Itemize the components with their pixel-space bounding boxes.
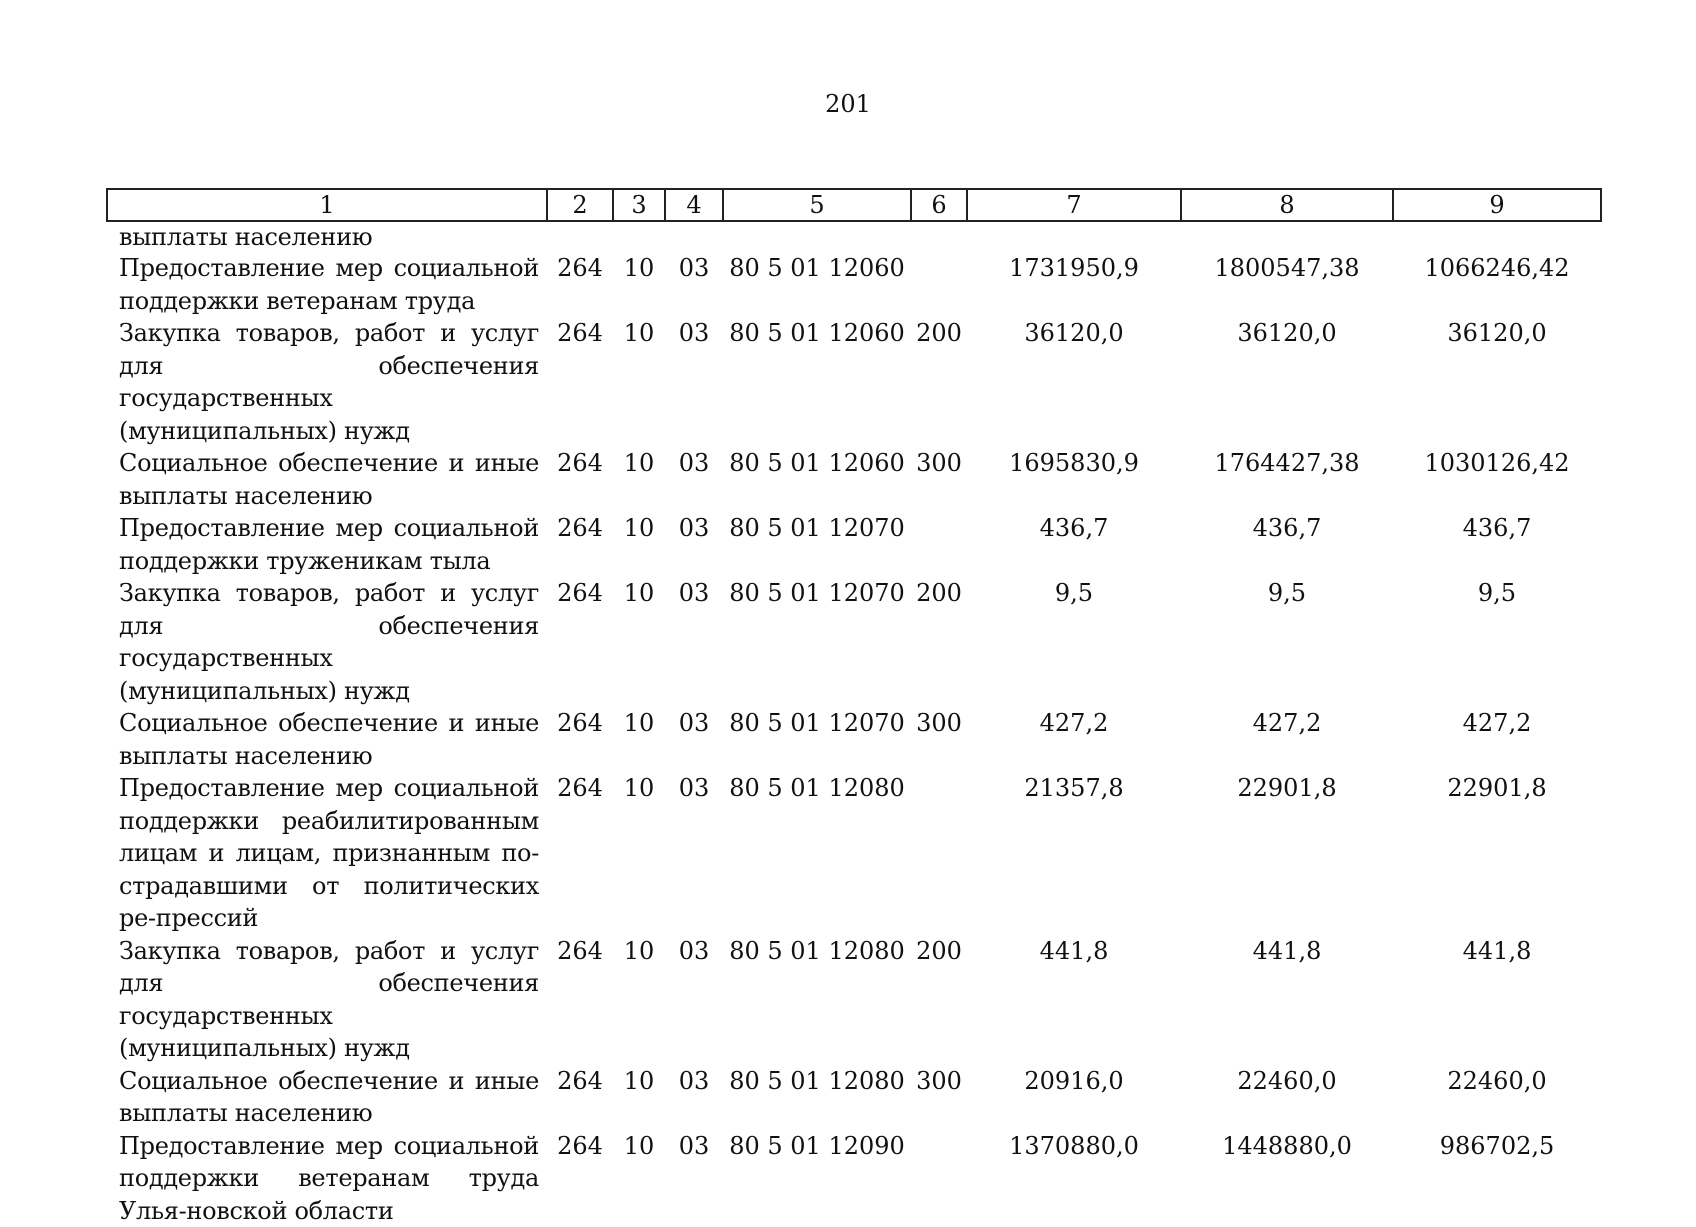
row-col-9: 1066246,42 <box>1393 252 1601 317</box>
row-col-4: 03 <box>665 935 723 1065</box>
header-col-1: 1 <box>107 189 547 221</box>
row-col-8: 22460,0 <box>1181 1065 1393 1130</box>
row-col-3: 10 <box>613 935 665 1065</box>
budget-table <box>106 188 1602 1227</box>
table-row <box>107 707 1601 772</box>
row-col-8: 436,7 <box>1181 512 1393 577</box>
table-row <box>107 512 1601 577</box>
row-col-5: 80 5 01 12080 <box>723 935 911 1065</box>
row-col-7: 9,5 <box>967 577 1181 707</box>
row-col-4: 03 <box>665 1065 723 1130</box>
row-col-6: 200 <box>911 577 967 707</box>
row-col-2: 264 <box>547 512 613 577</box>
row-col-3: 10 <box>613 512 665 577</box>
table-row <box>107 935 1601 1065</box>
row-col-6: 200 <box>911 935 967 1065</box>
row-col-4: 03 <box>665 512 723 577</box>
row-col-9: 441,8 <box>1393 935 1601 1065</box>
table-header <box>107 189 1601 221</box>
row-col-2: 264 <box>547 772 613 935</box>
table-body <box>107 221 1601 1227</box>
row-col-5: 80 5 01 12070 <box>723 707 911 772</box>
row-col-8: 9,5 <box>1181 577 1393 707</box>
table-row <box>107 317 1601 447</box>
row-col-6 <box>911 512 967 577</box>
row-col-8: 1764427,38 <box>1181 447 1393 512</box>
row-col-4: 03 <box>665 317 723 447</box>
row-col-4: 03 <box>665 707 723 772</box>
row-col-2: 264 <box>547 252 613 317</box>
row-col-5: 80 5 01 12060 <box>723 447 911 512</box>
row-col-9: 36120,0 <box>1393 317 1601 447</box>
row-col-6: 300 <box>911 707 967 772</box>
row-col-4: 03 <box>665 252 723 317</box>
row-col-7: 1731950,9 <box>967 252 1181 317</box>
row-col-5: 80 5 01 12070 <box>723 512 911 577</box>
table-row <box>107 1130 1601 1227</box>
continuation-row <box>107 221 1601 252</box>
row-col-5: 80 5 01 12070 <box>723 577 911 707</box>
row-col-8: 427,2 <box>1181 707 1393 772</box>
row-col-7: 1695830,9 <box>967 447 1181 512</box>
row-col-9: 986702,5 <box>1393 1130 1601 1227</box>
row-col-3: 10 <box>613 317 665 447</box>
header-col-3: 3 <box>613 189 665 221</box>
row-col-9: 22460,0 <box>1393 1065 1601 1130</box>
row-name: Предоставление мер социальной поддержки труженикам тыла <box>107 512 547 577</box>
table-row <box>107 577 1601 707</box>
row-col-6: 300 <box>911 447 967 512</box>
header-col-6: 6 <box>911 189 967 221</box>
row-name: Социальное обеспечение и иные выплаты населению <box>107 1065 547 1130</box>
table-row <box>107 772 1601 935</box>
row-col-6: 300 <box>911 1065 967 1130</box>
row-col-7: 36120,0 <box>967 317 1181 447</box>
header-col-5: 5 <box>723 189 911 221</box>
row-col-4: 03 <box>665 447 723 512</box>
continuation-text: выплаты населению <box>107 221 547 252</box>
row-col-9: 9,5 <box>1393 577 1601 707</box>
row-col-8: 1448880,0 <box>1181 1130 1393 1227</box>
row-col-7: 427,2 <box>967 707 1181 772</box>
table-row <box>107 447 1601 512</box>
row-col-9: 427,2 <box>1393 707 1601 772</box>
row-col-6 <box>911 252 967 317</box>
row-col-6 <box>911 1130 967 1227</box>
row-col-8: 22901,8 <box>1181 772 1393 935</box>
row-col-5: 80 5 01 12090 <box>723 1130 911 1227</box>
row-col-2: 264 <box>547 317 613 447</box>
row-col-3: 10 <box>613 707 665 772</box>
row-col-9: 436,7 <box>1393 512 1601 577</box>
row-col-4: 03 <box>665 577 723 707</box>
row-name: Предоставление мер социальной поддержки ветеранам труда <box>107 252 547 317</box>
row-col-9: 1030126,42 <box>1393 447 1601 512</box>
row-col-4: 03 <box>665 1130 723 1227</box>
row-col-5: 80 5 01 12080 <box>723 772 911 935</box>
row-col-3: 10 <box>613 772 665 935</box>
row-col-2: 264 <box>547 935 613 1065</box>
header-col-9: 9 <box>1393 189 1601 221</box>
row-name: Закупка товаров, работ и услуг для обеспечения государственных (муниципальных) нужд <box>107 577 547 707</box>
row-col-3: 10 <box>613 252 665 317</box>
header-row <box>107 189 1601 221</box>
row-col-4: 03 <box>665 772 723 935</box>
row-col-3: 10 <box>613 577 665 707</box>
row-name: Социальное обеспечение и иные выплаты населению <box>107 447 547 512</box>
header-col-4: 4 <box>665 189 723 221</box>
row-col-8: 36120,0 <box>1181 317 1393 447</box>
row-col-3: 10 <box>613 1065 665 1130</box>
row-col-5: 80 5 01 12060 <box>723 252 911 317</box>
row-name: Социальное обеспечение и иные выплаты населению <box>107 707 547 772</box>
row-name: Закупка товаров, работ и услуг для обеспечения государственных (муниципальных) нужд <box>107 935 547 1065</box>
row-col-7: 436,7 <box>967 512 1181 577</box>
row-col-2: 264 <box>547 447 613 512</box>
row-col-3: 10 <box>613 447 665 512</box>
row-col-2: 264 <box>547 707 613 772</box>
row-col-9: 22901,8 <box>1393 772 1601 935</box>
row-col-5: 80 5 01 12060 <box>723 317 911 447</box>
header-col-7: 7 <box>967 189 1181 221</box>
row-col-2: 264 <box>547 577 613 707</box>
header-col-2: 2 <box>547 189 613 221</box>
row-name: Предоставление мер социальной поддержки реабилитированным лицам и лицам, признанным по-страдавшими от политических ре-прессий <box>107 772 547 935</box>
header-col-8: 8 <box>1181 189 1393 221</box>
page-number: 201 <box>0 90 1696 118</box>
row-col-7: 1370880,0 <box>967 1130 1181 1227</box>
row-col-2: 264 <box>547 1065 613 1130</box>
row-col-6 <box>911 772 967 935</box>
row-col-8: 441,8 <box>1181 935 1393 1065</box>
row-col-2: 264 <box>547 1130 613 1227</box>
row-col-5: 80 5 01 12080 <box>723 1065 911 1130</box>
row-col-7: 20916,0 <box>967 1065 1181 1130</box>
table-row <box>107 252 1601 317</box>
row-col-6: 200 <box>911 317 967 447</box>
row-col-8: 1800547,38 <box>1181 252 1393 317</box>
row-name: Закупка товаров, работ и услуг для обеспечения государственных (муниципальных) нужд <box>107 317 547 447</box>
row-name: Предоставление мер социальной поддержки ветеранам труда Улья-новской области <box>107 1130 547 1227</box>
row-col-7: 21357,8 <box>967 772 1181 935</box>
row-col-3: 10 <box>613 1130 665 1227</box>
table-row <box>107 1065 1601 1130</box>
row-col-7: 441,8 <box>967 935 1181 1065</box>
